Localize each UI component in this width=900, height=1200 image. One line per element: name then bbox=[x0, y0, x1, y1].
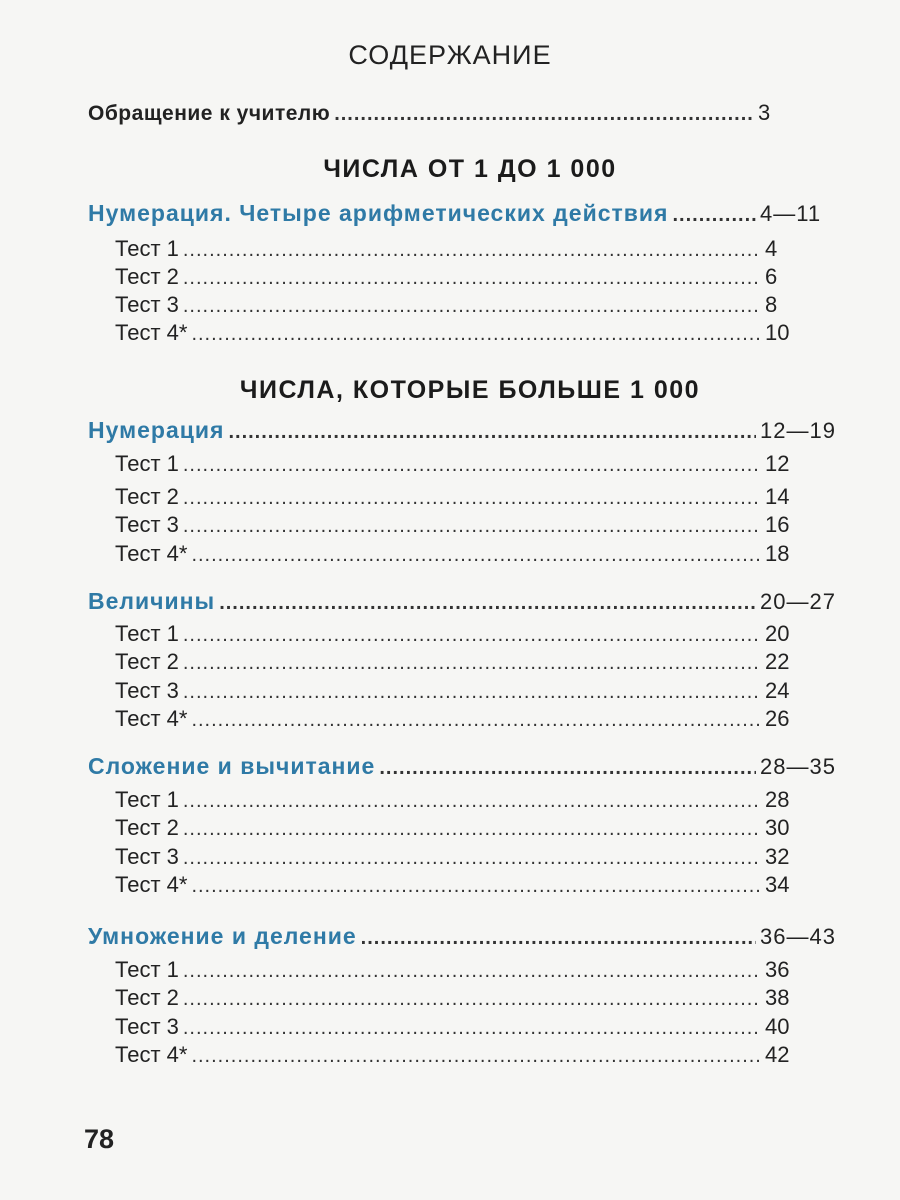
toc-test-page: 28 bbox=[765, 787, 790, 812]
toc-test-label: Тест 1 bbox=[115, 236, 179, 261]
dot-leader bbox=[191, 323, 761, 346]
toc-test-entry[interactable] bbox=[115, 512, 795, 538]
toc-test-label: Тест 1 bbox=[115, 451, 179, 476]
toc-section-addition-subtraction[interactable] bbox=[88, 753, 850, 780]
toc-test-label: Тест 4* bbox=[115, 1042, 188, 1067]
dot-leader bbox=[183, 790, 761, 813]
dot-leader bbox=[361, 927, 756, 950]
toc-test-label: Тест 3 bbox=[115, 512, 179, 537]
dot-leader bbox=[183, 624, 761, 647]
toc-test-page: 4 bbox=[765, 236, 778, 261]
toc-section-numeration[interactable] bbox=[88, 417, 850, 444]
part-heading-2: ЧИСЛА, КОТОРЫЕ БОЛЬШЕ 1 000 bbox=[239, 376, 701, 404]
toc-section-pages: 12—19 bbox=[760, 418, 836, 443]
toc-test-label: Тест 2 bbox=[115, 815, 179, 840]
toc-test-label: Тест 2 bbox=[115, 264, 179, 289]
dot-leader bbox=[183, 295, 761, 318]
toc-test-entry[interactable] bbox=[115, 787, 795, 813]
toc-section-label: Нумерация bbox=[88, 417, 225, 443]
toc-test-entry[interactable] bbox=[115, 621, 795, 647]
toc-test-entry[interactable] bbox=[115, 451, 795, 477]
dot-leader bbox=[183, 818, 761, 841]
toc-test-entry[interactable] bbox=[115, 985, 795, 1011]
toc-test-label: Тест 2 bbox=[115, 649, 179, 674]
toc-test-label: Тест 3 bbox=[115, 292, 179, 317]
toc-test-entry[interactable] bbox=[115, 320, 795, 346]
toc-test-label: Тест 4* bbox=[115, 872, 188, 897]
toc-test-label: Тест 3 bbox=[115, 678, 179, 703]
toc-test-label: Тест 1 bbox=[115, 957, 179, 982]
toc-test-entry[interactable] bbox=[115, 957, 795, 983]
dot-leader bbox=[191, 709, 761, 732]
dot-leader bbox=[183, 267, 761, 290]
toc-test-page: 30 bbox=[765, 815, 790, 840]
toc-test-label: Тест 4* bbox=[115, 320, 188, 345]
toc-test-entry[interactable] bbox=[115, 872, 795, 898]
toc-test-label: Тест 2 bbox=[115, 985, 179, 1010]
toc-test-page: 18 bbox=[765, 541, 790, 566]
toc-test-entry[interactable] bbox=[115, 484, 795, 510]
toc-test-page: 34 bbox=[765, 872, 790, 897]
toc-test-label: Тест 3 bbox=[115, 844, 179, 869]
toc-section-label: Нумерация. Четыре арифметических действия bbox=[88, 200, 669, 226]
dot-leader bbox=[183, 652, 761, 675]
toc-test-page: 12 bbox=[765, 451, 790, 476]
toc-section-label: Величины bbox=[88, 588, 216, 614]
toc-test-entry[interactable] bbox=[115, 844, 795, 870]
dot-leader bbox=[191, 544, 761, 567]
toc-test-label: Тест 3 bbox=[115, 1014, 179, 1039]
dot-leader bbox=[183, 487, 761, 510]
toc-section-pages: 4—11 bbox=[760, 201, 822, 226]
toc-test-label: Тест 2 bbox=[115, 484, 179, 509]
dot-leader bbox=[183, 454, 761, 477]
dot-leader bbox=[191, 1045, 761, 1068]
toc-test-label: Тест 1 bbox=[115, 621, 179, 646]
toc-test-page: 22 bbox=[765, 649, 790, 674]
toc-section-multiplication-division[interactable] bbox=[88, 923, 850, 950]
dot-leader bbox=[219, 592, 756, 615]
toc-test-label: Тест 4* bbox=[115, 541, 188, 566]
toc-test-page: 42 bbox=[765, 1042, 790, 1067]
dot-leader bbox=[183, 960, 761, 983]
toc-test-page: 14 bbox=[765, 484, 790, 509]
toc-section-label: Умножение и деление bbox=[88, 923, 357, 949]
toc-section-label: Сложение и вычитание bbox=[88, 753, 376, 779]
toc-test-entry[interactable] bbox=[115, 236, 795, 262]
part-heading-1: ЧИСЛА ОТ 1 ДО 1 000 bbox=[323, 155, 617, 183]
toc-test-page: 10 bbox=[765, 320, 790, 345]
toc-test-page: 40 bbox=[765, 1014, 790, 1039]
page-title: СОДЕРЖАНИЕ bbox=[348, 40, 552, 70]
toc-test-page: 36 bbox=[765, 957, 790, 982]
toc-test-entry[interactable] bbox=[115, 649, 795, 675]
toc-test-entry[interactable] bbox=[115, 1042, 795, 1068]
toc-test-entry[interactable] bbox=[115, 815, 795, 841]
toc-section-quantities[interactable] bbox=[88, 588, 850, 615]
toc-test-page: 24 bbox=[765, 678, 790, 703]
dot-leader bbox=[183, 515, 761, 538]
toc-test-label: Тест 4* bbox=[115, 706, 188, 731]
toc-test-page: 32 bbox=[765, 844, 790, 869]
dot-leader bbox=[183, 681, 761, 704]
toc-section-pages: 20—27 bbox=[760, 589, 836, 614]
toc-test-label: Тест 1 bbox=[115, 787, 179, 812]
toc-test-entry[interactable] bbox=[115, 292, 795, 318]
toc-test-entry[interactable] bbox=[115, 541, 795, 567]
dot-leader bbox=[183, 988, 761, 1011]
dot-leader bbox=[228, 421, 756, 444]
toc-test-page: 16 bbox=[765, 512, 790, 537]
toc-section-numeration-four-operations[interactable] bbox=[88, 200, 850, 227]
dot-leader bbox=[183, 847, 761, 870]
toc-test-page: 20 bbox=[765, 621, 790, 646]
page-number: 78 bbox=[84, 1124, 115, 1154]
toc-section-pages: 36—43 bbox=[760, 924, 836, 949]
toc-entry-intro[interactable] bbox=[88, 100, 778, 126]
toc-test-entry[interactable] bbox=[115, 706, 795, 732]
toc-entry-label: Обращение к учителю bbox=[88, 102, 331, 125]
toc-test-page: 38 bbox=[765, 985, 790, 1010]
dot-leader bbox=[334, 103, 754, 126]
dot-leader bbox=[191, 875, 761, 898]
dot-leader bbox=[183, 239, 761, 262]
dot-leader bbox=[183, 1017, 761, 1040]
toc-test-entry[interactable] bbox=[115, 678, 795, 704]
toc-test-entry[interactable] bbox=[115, 1014, 795, 1040]
toc-test-page: 26 bbox=[765, 706, 790, 731]
toc-section-pages: 28—35 bbox=[760, 754, 836, 779]
toc-test-entry[interactable] bbox=[115, 264, 795, 290]
toc-test-page: 8 bbox=[765, 292, 778, 317]
toc-test-page: 6 bbox=[765, 264, 778, 289]
toc-entry-page: 3 bbox=[758, 100, 771, 125]
dot-leader bbox=[672, 204, 756, 227]
dot-leader bbox=[379, 757, 756, 780]
